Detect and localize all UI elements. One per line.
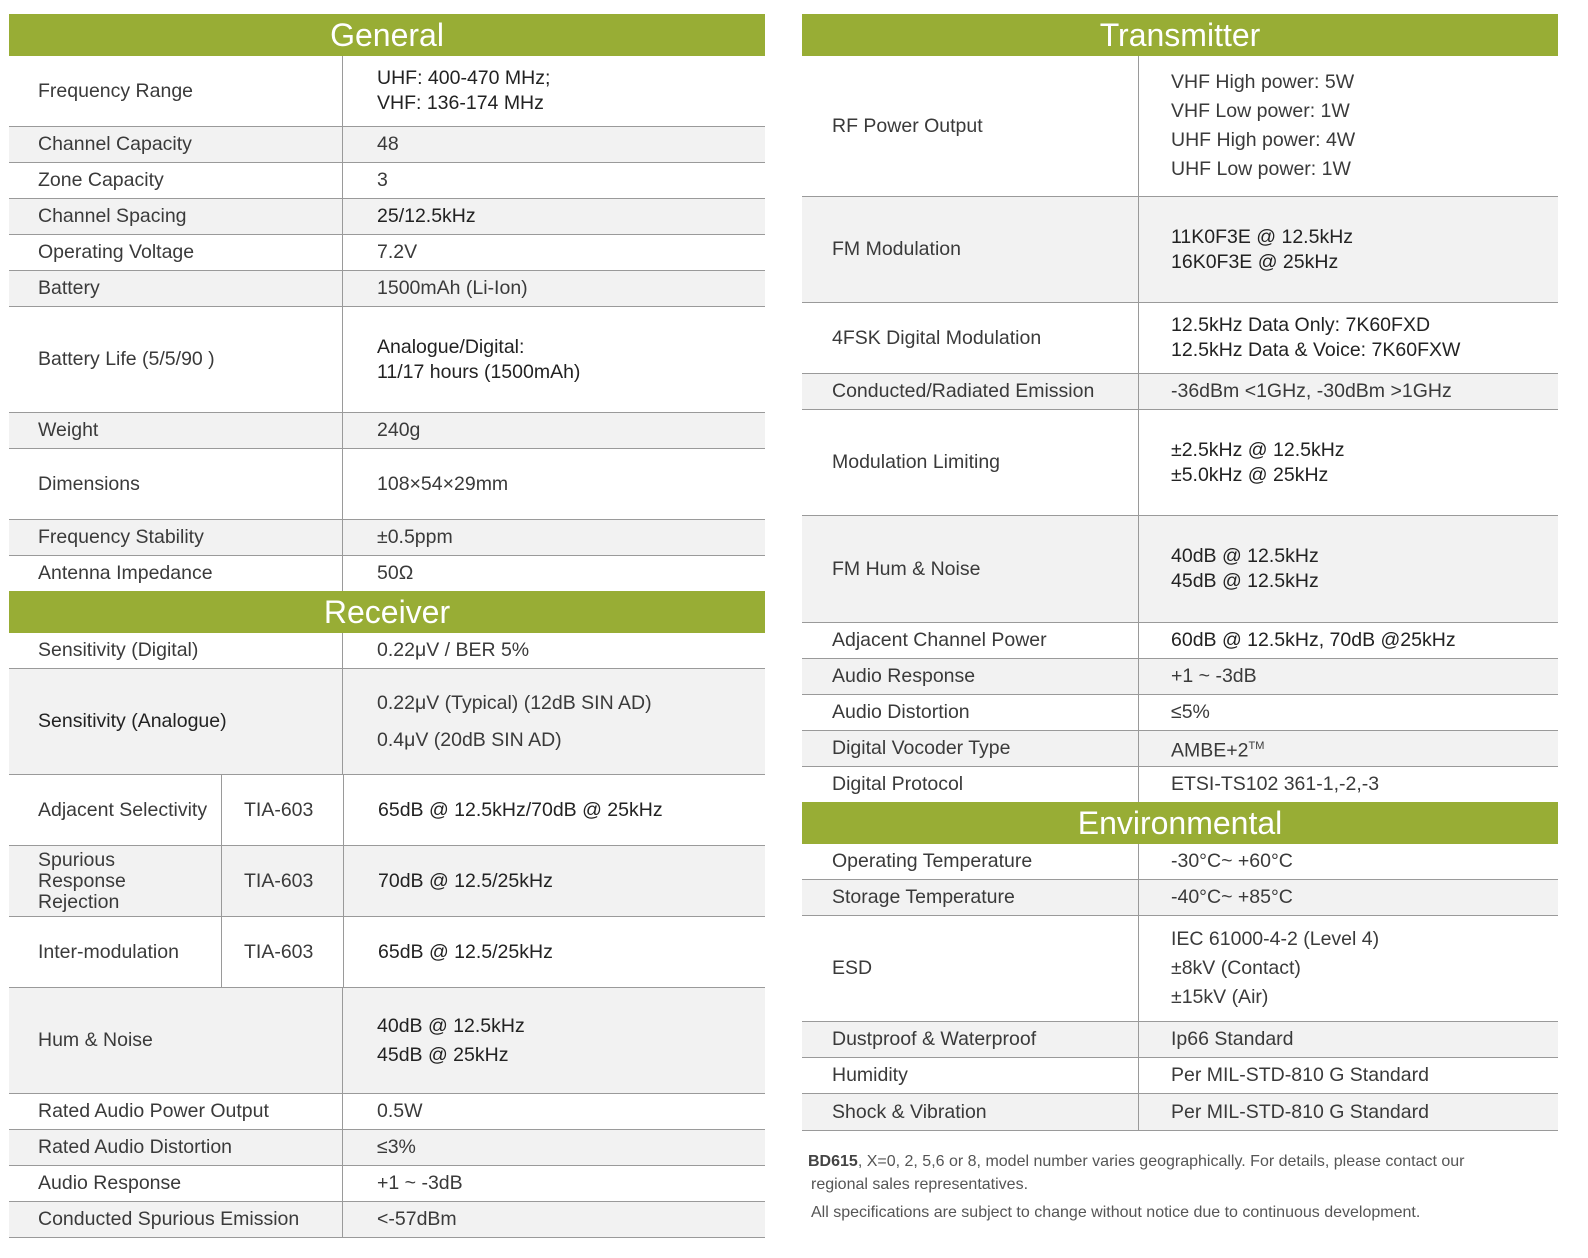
spec-value-line: UHF Low power: 1W: [1171, 158, 1351, 180]
spec-label: Sensitivity (Analogue): [9, 669, 343, 774]
spec-value: [1139, 695, 1558, 730]
spec-row-battery: [9, 271, 765, 307]
spec-label: Operating Voltage: [9, 235, 343, 270]
spec-row-adjacent-selectivity: [9, 775, 765, 846]
spec-label: Humidity: [802, 1058, 1139, 1093]
spec-standard: TIA-603: [222, 775, 344, 845]
spec-label: FM Modulation: [802, 197, 1139, 302]
spec-row-conducted-radiated-emission: [802, 374, 1558, 410]
spec-value: [343, 307, 765, 412]
spec-row-adjacent-channel-power: [802, 623, 1558, 659]
spec-value-line: UHF High power: 4W: [1171, 129, 1356, 151]
spec-value: [343, 271, 765, 306]
spec-value-line: 1500mAh (Li-Ion): [377, 277, 528, 299]
spec-row-fm-modulation: [802, 197, 1558, 303]
spec-label: Storage Temperature: [802, 880, 1139, 915]
spec-value-line: 108×54×29mm: [377, 472, 509, 495]
spec-value: [344, 846, 765, 916]
spec-value-line: +1 ~ -3dB: [377, 1172, 463, 1194]
spec-value-line: 45dB @ 25kHz: [377, 1043, 509, 1066]
spec-label: Antenna Impedance: [9, 556, 343, 591]
spec-value-line: 12.5kHz Data Only: 7K60FXD: [1171, 314, 1431, 336]
model-footnote: [808, 1150, 1568, 1196]
spec-value: [1139, 844, 1558, 879]
spec-value: [1139, 516, 1558, 622]
spec-label: Frequency Stability: [9, 520, 343, 555]
spec-value-line: ±15kV (Air): [1171, 986, 1269, 1008]
model-number: BD615: [808, 1153, 858, 1170]
trademark-mark: TM: [1248, 739, 1265, 752]
spec-label: Conducted Spurious Emission: [9, 1202, 343, 1237]
spec-value-line: ±2.5kHz @ 12.5kHz: [1171, 438, 1345, 461]
spec-label: [9, 846, 222, 916]
spec-label: Digital Vocoder Type: [802, 731, 1139, 766]
spec-value-line: ±5.0kHz @ 25kHz: [1171, 463, 1329, 486]
spec-row-modulation-limiting: [802, 410, 1558, 516]
spec-row-conducted-spurious-emission: [9, 1202, 765, 1238]
spec-row-digital-vocoder-type: [802, 731, 1558, 767]
spec-row-audio-distortion: [802, 695, 1558, 731]
spec-value-line: 65dB @ 12.5/25kHz: [378, 940, 553, 963]
spec-label: Adjacent Channel Power: [802, 623, 1139, 658]
spec-value: [1139, 880, 1558, 915]
spec-value-line: 50Ω: [377, 562, 414, 584]
spec-label: Shock & Vibration: [802, 1094, 1139, 1130]
spec-value-line: Analogue/Digital:: [377, 335, 525, 358]
spec-value: [1139, 767, 1558, 802]
spec-value: [343, 1166, 765, 1201]
spec-value-line: IEC 61000-4-2 (Level 4): [1171, 928, 1380, 950]
spec-value-line: 11K0F3E @ 12.5kHz: [1171, 225, 1354, 248]
spec-label: Audio Response: [9, 1166, 343, 1201]
spec-row-weight: [9, 413, 765, 449]
spec-label-line: Spurious: [38, 848, 115, 871]
spec-row-zone-capacity: [9, 163, 765, 199]
model-note-line: [808, 1150, 1568, 1173]
spec-value: [343, 127, 765, 162]
spec-row-rf-power-output: [802, 56, 1558, 197]
spec-label: Channel Spacing: [9, 199, 343, 234]
spec-value-line: -30°C~ +60°C: [1171, 850, 1293, 872]
spec-value-line: 48: [377, 133, 399, 155]
spec-value-line: -40°C~ +85°C: [1171, 886, 1293, 908]
spec-value: [1139, 303, 1558, 373]
spec-value-line: ±8kV (Contact): [1171, 957, 1301, 979]
spec-row-rated-audio-distortion: [9, 1130, 765, 1166]
spec-label: ESD: [802, 916, 1139, 1021]
spec-value-line: +1 ~ -3dB: [1171, 665, 1257, 687]
spec-label: Rated Audio Power Output: [9, 1094, 343, 1129]
spec-row-spurious-response-rejection: [9, 846, 765, 917]
spec-value: [1139, 1058, 1558, 1093]
spec-row-hum-noise: [9, 988, 765, 1094]
spec-standard: TIA-603: [222, 917, 344, 987]
spec-value-line: 12.5kHz Data & Voice: 7K60FXW: [1171, 339, 1461, 361]
spec-row-fm-hum-noise: [802, 516, 1558, 623]
spec-row-audio-response: [802, 659, 1558, 695]
spec-value-line: Ip66 Standard: [1171, 1028, 1294, 1050]
spec-value: [343, 520, 765, 555]
spec-label: Adjacent Selectivity: [9, 775, 222, 845]
spec-label: Operating Temperature: [802, 844, 1139, 879]
spec-label: Dimensions: [9, 449, 343, 519]
spec-row-frequency-range: [9, 56, 765, 127]
spec-value-line: ≤3%: [377, 1136, 416, 1158]
disclaimer-footnote: All specifications are subject to change without notice due to continuous development.: [811, 1204, 1421, 1221]
spec-row-antenna-impedance: [9, 556, 765, 591]
spec-row-inter-modulation: [9, 917, 765, 988]
spec-row-digital-protocol: [802, 767, 1558, 802]
spec-value: [343, 235, 765, 270]
spec-value-line: VHF: 136-174 MHz: [377, 92, 544, 114]
spec-value: [1139, 374, 1558, 409]
spec-value: [1139, 197, 1558, 302]
spec-value: [343, 413, 765, 448]
spec-value: [1139, 1094, 1558, 1130]
spec-row-esd: [802, 916, 1558, 1022]
spec-value: [1139, 659, 1558, 694]
spec-label: Frequency Range: [9, 56, 343, 126]
model-note-line-2: regional sales representatives.: [811, 1176, 1029, 1193]
spec-label-line: Rejection: [38, 890, 120, 913]
spec-value-line: Per MIL-STD-810 G Standard: [1171, 1064, 1429, 1086]
spec-value: [343, 1130, 765, 1165]
spec-value-line: Per MIL-STD-810 G Standard: [1171, 1100, 1429, 1123]
spec-row-dimensions: [9, 449, 765, 520]
spec-value-line: 25/12.5kHz: [377, 205, 476, 227]
spec-value-line: 45dB @ 12.5kHz: [1171, 570, 1319, 592]
spec-label: Battery: [9, 271, 343, 306]
receiver-header: [9, 591, 765, 633]
spec-label: Modulation Limiting: [802, 410, 1139, 515]
spec-value: [1139, 56, 1558, 196]
spec-value: [344, 917, 765, 987]
spec-value: [343, 199, 765, 234]
spec-row-sensitivity-analogue: [9, 669, 765, 775]
spec-row-shock-vibration: [802, 1094, 1558, 1131]
spec-value: [343, 1094, 765, 1129]
spec-value-line: 40dB @ 12.5kHz: [377, 1014, 525, 1037]
spec-row-sensitivity-digital: [9, 633, 765, 669]
spec-value-line: [1171, 734, 1558, 764]
spec-label: Sensitivity (Digital): [9, 633, 343, 668]
spec-value: [343, 556, 765, 591]
spec-value: [1139, 916, 1558, 1021]
model-note-text: , X=0, 2, 5,6 or 8, model number varies geographically. For details, please contact our: [857, 1153, 1465, 1170]
spec-row-storage-temperature: [802, 880, 1558, 916]
spec-label: Zone Capacity: [9, 163, 343, 198]
spec-label: Weight: [9, 413, 343, 448]
spec-standard: TIA-603: [222, 846, 344, 916]
spec-label: Conducted/Radiated Emission: [802, 374, 1139, 409]
spec-value: [1139, 731, 1558, 766]
spec-label-line: Response: [38, 869, 126, 892]
spec-value-line: 40dB @ 12.5kHz: [1171, 545, 1319, 567]
spec-value: [343, 163, 765, 198]
spec-label: 4FSK Digital Modulation: [802, 303, 1139, 373]
spec-value: [343, 449, 765, 519]
spec-label: Dustproof & Waterproof: [802, 1022, 1139, 1057]
spec-label: Rated Audio Distortion: [9, 1130, 343, 1165]
spec-value: [343, 669, 765, 774]
spec-row-battery-life: [9, 307, 765, 413]
general-header: [9, 14, 765, 56]
spec-label: FM Hum & Noise: [802, 516, 1139, 622]
spec-value: [1139, 623, 1558, 658]
spec-value-line: 60dB @ 12.5kHz, 70dB @25kHz: [1171, 629, 1456, 651]
spec-label: Audio Response: [802, 659, 1139, 694]
spec-value-line: 16K0F3E @ 25kHz: [1171, 250, 1339, 273]
environmental-title: Environmental: [1077, 804, 1283, 841]
left-column: [9, 14, 765, 1238]
spec-label: Digital Protocol: [802, 767, 1139, 802]
spec-value-line: 3: [377, 169, 388, 191]
spec-value-line: <-57dBm: [377, 1208, 457, 1230]
spec-value-line: 0.22μV (Typical) (12dB SIN AD): [377, 691, 652, 714]
spec-value-line: 11/17 hours (1500mAh): [377, 360, 581, 383]
spec-label: Hum & Noise: [9, 988, 343, 1093]
spec-row-audio-response: [9, 1166, 765, 1202]
spec-row-dustproof-waterproof: [802, 1022, 1558, 1058]
spec-label: Audio Distortion: [802, 695, 1139, 730]
spec-label: Inter-modulation: [9, 917, 222, 987]
spec-value: [343, 56, 765, 126]
spec-value-line: ETSI-TS102 361-1,-2,-3: [1171, 773, 1380, 795]
spec-value-line: UHF: 400-470 MHz;: [377, 67, 551, 89]
spec-row-4fsk-digital-modulation: [802, 303, 1558, 374]
right-column: [802, 14, 1558, 1131]
spec-row-channel-capacity: [9, 127, 765, 163]
spec-value-line: 7.2V: [377, 241, 418, 263]
vocoder-name: AMBE+2: [1171, 739, 1249, 762]
transmitter-header: [802, 14, 1558, 56]
general-title: General: [330, 16, 444, 53]
spec-value-line: VHF Low power: 1W: [1171, 100, 1350, 122]
spec-value-line: 65dB @ 12.5kHz/70dB @ 25kHz: [378, 798, 663, 821]
spec-value-line: 0.22μV / BER 5%: [377, 639, 530, 661]
spec-value-line: 0.5W: [377, 1100, 423, 1122]
spec-value: [343, 633, 765, 668]
spec-row-rated-audio-power-output: [9, 1094, 765, 1130]
transmitter-title: Transmitter: [1099, 16, 1261, 53]
spec-row-channel-spacing: [9, 199, 765, 235]
spec-row-operating-temperature: [802, 844, 1558, 880]
spec-value-line: 240g: [377, 419, 421, 441]
spec-label: Channel Capacity: [9, 127, 343, 162]
spec-label: Battery Life (5/5/90 ): [9, 307, 343, 412]
spec-value-line: -36dBm <1GHz, -30dBm >1GHz: [1171, 380, 1452, 402]
spec-value-line: 0.4μV (20dB SIN AD): [377, 728, 562, 751]
spec-value-line: ±0.5ppm: [377, 526, 453, 548]
spec-value: [344, 775, 765, 845]
spec-value: [1139, 1022, 1558, 1057]
spec-value-line: VHF High power: 5W: [1171, 71, 1355, 93]
spec-row-frequency-stability: [9, 520, 765, 556]
spec-value: [343, 1202, 765, 1237]
environmental-header: [802, 802, 1558, 844]
spec-value: [343, 988, 765, 1093]
spec-row-operating-voltage: [9, 235, 765, 271]
receiver-title: Receiver: [323, 593, 451, 630]
spec-value-line: 70dB @ 12.5/25kHz: [378, 869, 553, 892]
spec-value: [1139, 410, 1558, 515]
spec-value-line: ≤5%: [1171, 701, 1210, 723]
spec-row-humidity: [802, 1058, 1558, 1094]
spec-label: RF Power Output: [802, 56, 1139, 196]
